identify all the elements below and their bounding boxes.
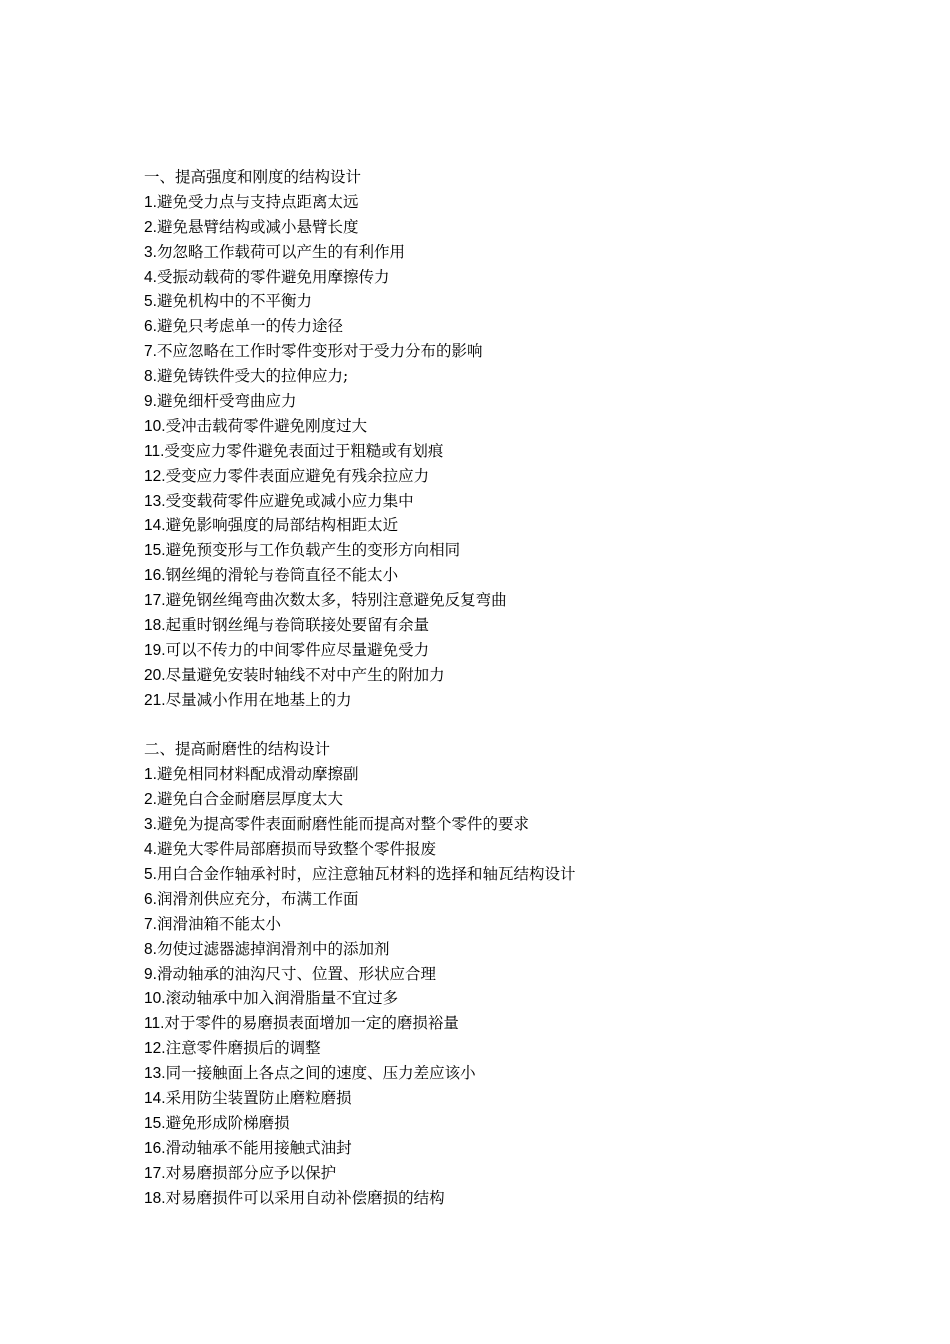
section-2: [144, 737, 904, 1210]
item-number: 19.: [144, 641, 166, 659]
item-text: 受冲击载荷零件避免刚度过大: [165, 416, 368, 435]
item-number: 9.: [144, 965, 157, 983]
item-number: 6.: [144, 318, 157, 336]
item-number: 17.: [144, 1164, 166, 1182]
item-number: 15.: [144, 542, 166, 560]
list-item: [144, 887, 904, 912]
item-number: 20.: [144, 666, 166, 684]
item-number: 7.: [144, 343, 157, 361]
item-text: 滚动轴承中加入润滑脂量不宜过多: [165, 989, 399, 1008]
item-text: 避免为提高零件表面耐磨性能而提高对整个零件的要求: [156, 815, 529, 834]
item-text: 避免只考虑单一的传力途径: [156, 317, 343, 336]
list-item: [144, 414, 904, 439]
item-number: 12.: [144, 467, 166, 485]
item-number: 13.: [144, 1065, 166, 1083]
item-text: 勿使过滤器滤掉润滑剂中的添加剂: [156, 939, 390, 958]
item-number: 15.: [144, 1114, 166, 1132]
list-item: [144, 538, 904, 563]
section-1: [144, 165, 904, 713]
section-heading: 二、提高耐磨性的结构设计: [144, 740, 331, 759]
item-text: 避免预变形与工作负载产生的变形方向相同: [165, 541, 461, 560]
list-item: [144, 1061, 904, 1086]
item-text: 受变应力零件避免表面过于粗糙或有划痕: [164, 441, 444, 460]
list-item: [144, 812, 904, 837]
list-item: [144, 1186, 904, 1211]
item-text: 避免细杆受弯曲应力: [156, 392, 297, 411]
item-number: 13.: [144, 492, 166, 510]
item-text: 避免机构中的不平衡力: [156, 292, 312, 311]
list-item: [144, 613, 904, 638]
list-item: [144, 1111, 904, 1136]
list-item: [144, 489, 904, 514]
item-text: 对易磨损件可以采用自动补偿磨损的结构: [165, 1188, 445, 1207]
item-number: 18.: [144, 1189, 166, 1207]
item-number: 2.: [144, 218, 157, 236]
list-item: [144, 464, 904, 489]
item-number: 5.: [144, 865, 157, 883]
item-text: 避免钢丝绳弯曲次数太多，特别注意避免反复弯曲: [165, 591, 507, 610]
section-list: [144, 762, 904, 1210]
item-number: 11.: [144, 442, 165, 460]
list-item: [144, 986, 904, 1011]
document-body: [144, 165, 904, 1210]
item-text: 避免悬臂结构或减小悬臂长度: [156, 217, 359, 236]
list-item: [144, 762, 904, 787]
item-text: 同一接触面上各点之间的速度、压力差应该小: [165, 1064, 476, 1083]
item-number: 18.: [144, 617, 166, 635]
item-text: 避免铸铁件受大的拉伸应力;: [156, 367, 349, 386]
item-text: 滑动轴承的油沟尺寸、位置、形状应合理: [156, 964, 436, 983]
item-number: 3.: [144, 816, 157, 834]
item-number: 16.: [144, 1139, 166, 1157]
item-text: 起重时钢丝绳与卷筒联接处要留有余量: [165, 616, 430, 635]
list-item: [144, 1086, 904, 1111]
list-item: [144, 190, 904, 215]
item-number: 8.: [144, 368, 157, 386]
list-item: [144, 215, 904, 240]
section-list: [144, 190, 904, 713]
item-text: 采用防尘装置防止磨粒磨损: [165, 1088, 352, 1107]
list-item: [144, 289, 904, 314]
item-number: 9.: [144, 393, 157, 411]
item-text: 避免影响强度的局部结构相距太近: [165, 516, 399, 535]
list-item: [144, 962, 904, 987]
list-item: [144, 1011, 904, 1036]
item-text: 勿忽略工作载荷可以产生的有利作用: [156, 242, 405, 261]
item-number: 17.: [144, 592, 166, 610]
item-text: 避免受力点与支持点距离太远: [156, 192, 359, 211]
list-item: [144, 1036, 904, 1061]
item-text: 避免白合金耐磨层厚度太大: [156, 790, 343, 809]
item-text: 受振动载荷的零件避免用摩擦传力: [156, 267, 390, 286]
item-number: 12.: [144, 1040, 166, 1058]
list-item: [144, 688, 904, 713]
list-item: [144, 240, 904, 265]
item-number: 4.: [144, 268, 157, 286]
list-item: [144, 937, 904, 962]
item-text: 滑动轴承不能用接触式油封: [165, 1138, 352, 1157]
list-item: [144, 663, 904, 688]
list-item: [144, 862, 904, 887]
item-text: 可以不传力的中间零件应尽量避免受力: [165, 640, 430, 659]
item-number: 14.: [144, 1089, 166, 1107]
list-item: [144, 339, 904, 364]
item-number: 5.: [144, 293, 157, 311]
item-text: 受变应力零件表面应避免有残余拉应力: [165, 466, 430, 485]
item-number: 14.: [144, 517, 166, 535]
list-item: [144, 364, 904, 389]
item-number: 4.: [144, 841, 157, 859]
item-text: 受变载荷零件应避免或减小应力集中: [165, 491, 414, 510]
list-item: [144, 389, 904, 414]
item-number: 3.: [144, 243, 157, 261]
item-number: 1.: [144, 766, 157, 784]
item-text: 对易磨损部分应予以保护: [165, 1163, 337, 1182]
list-item: [144, 912, 904, 937]
list-item: [144, 265, 904, 290]
item-number: 7.: [144, 915, 157, 933]
list-item: [144, 837, 904, 862]
item-text: 润滑剂供应充分，布满工作面: [156, 889, 359, 908]
item-number: 11.: [144, 1015, 165, 1033]
item-text: 注意零件磨损后的调整: [165, 1039, 321, 1058]
list-item: [144, 439, 904, 464]
list-item: [144, 588, 904, 613]
item-text: 润滑油箱不能太小: [156, 914, 281, 933]
item-number: 8.: [144, 940, 157, 958]
document-page: [144, 165, 904, 1210]
item-number: 6.: [144, 890, 157, 908]
item-text: 避免形成阶梯磨损: [165, 1113, 290, 1132]
item-number: 16.: [144, 567, 166, 585]
item-text: 避免相同材料配成滑动摩擦副: [156, 765, 359, 784]
list-item: [144, 638, 904, 663]
list-item: [144, 513, 904, 538]
item-text: 钢丝绳的滑轮与卷筒直径不能太小: [165, 566, 399, 585]
item-text: 尽量减小作用在地基上的力: [165, 690, 352, 709]
item-text: 避免大零件局部磨损而导致整个零件报废: [156, 840, 436, 859]
list-item: [144, 314, 904, 339]
section-heading: 一、提高强度和刚度的结构设计: [144, 168, 362, 186]
list-item: [144, 1136, 904, 1161]
item-text: 尽量避免安装时轴线不对中产生的附加力: [165, 665, 445, 684]
list-item: [144, 787, 904, 812]
item-number: 1.: [144, 193, 157, 211]
item-text: 用白合金作轴承衬时，应注意轴瓦材料的选择和轴瓦结构设计: [156, 864, 576, 883]
item-number: 2.: [144, 791, 157, 809]
item-number: 21.: [144, 691, 166, 709]
item-text: 对于零件的易磨损表面增加一定的磨损裕量: [164, 1014, 459, 1033]
item-text: 不应忽略在工作时零件变形对于受力分布的影响: [156, 342, 483, 361]
item-number: 10.: [144, 990, 166, 1008]
list-item: [144, 563, 904, 588]
item-number: 10.: [144, 417, 166, 435]
list-item: [144, 1161, 904, 1186]
